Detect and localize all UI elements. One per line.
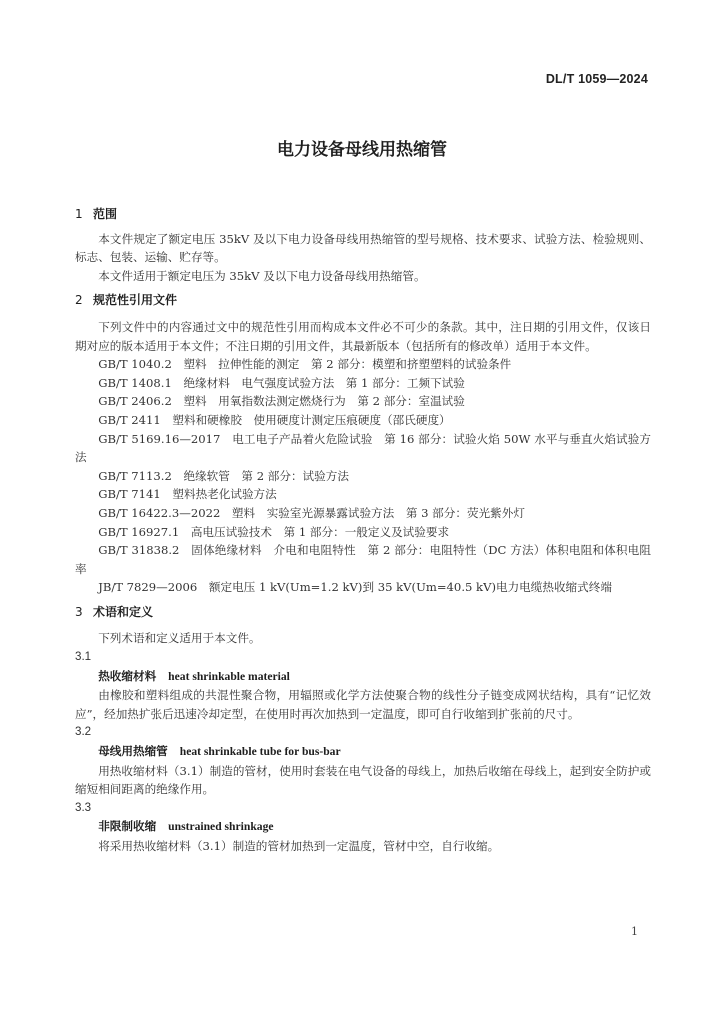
page-number: 1 [631, 925, 638, 938]
reference-item: GB/T 7141 塑料热老化试验方法 [98, 487, 277, 502]
term-heading [75, 742, 651, 762]
section-1-heading [75, 205, 651, 224]
reference-item: GB/T 16422.3—2022 塑料 实验室光源暴露试验方法 第 3 部分：荧光紫外灯 [98, 505, 525, 520]
section-3-title: 术语和定义 [93, 604, 154, 619]
term-definition: 将采用热收缩材料（3.1）制造的管材加热到一定温度，管材中空，自行收缩。 [98, 839, 500, 853]
term-chinese: 热收缩材料 [98, 668, 157, 683]
reference-item: GB/T 7113.2 绝缘软管 第 2 部分：试验方法 [98, 468, 349, 483]
reference-item: GB/T 2406.2 塑料 用氧指数法测定燃烧行为 第 2 部分：室温试验 [98, 394, 465, 409]
section-1-number: 1 [75, 207, 83, 221]
document-title: 电力设备母线用热缩管 [277, 140, 447, 160]
section-1-title: 范围 [93, 207, 118, 221]
term-english: heat shrinkable material [168, 669, 290, 683]
term-chinese: 母线用热缩管 [98, 744, 168, 759]
term-english: heat shrinkable tube for bus-bar [179, 745, 341, 759]
document-body [75, 205, 651, 856]
term-heading [75, 817, 651, 837]
standard-code: DL/T 1059—2024 [545, 72, 648, 86]
reference-item: JB/T 7829—2006 额定电压 1 kV(Um=1.2 kV)到 35 kV(Um=40.5 kV)电力电缆热收缩式终端 [98, 580, 612, 595]
term-definition: 由橡胶和塑料组成的共混性聚合物，用辐照或化学方法使聚合物的线性分子链变成网状结构，具有“记忆效应”，经加热扩张后迅速冷却定型，在使用时再次加热到一定温度，即可自行收缩到扩张前的尺寸。 [75, 688, 651, 721]
reference-item: GB/T 16927.1 高电压试验技术 第 1 部分：一般定义及试验要求 [98, 524, 450, 539]
term-number: 3.1 [75, 650, 92, 664]
section-3-number: 3 [75, 604, 83, 619]
reference-item: GB/T 2411 塑料和硬橡胶 使用硬度计测定压痕硬度（邵氏硬度） [98, 412, 451, 427]
reference-item: GB/T 1408.1 绝缘材料 电气强度试验方法 第 1 部分：工频下试验 [98, 375, 465, 390]
section-2-intro: 下列文件中的内容通过文中的规范性引用而构成本文件必不可少的条款。其中，注日期的引用文件，仅该日期对应的版本适用于本文件；不注日期的引用文件，其最新版本（包括所有的修改单）适用于本文件。 [75, 319, 651, 353]
section-1-paragraph: 本文件规定了额定电压 35kV 及以下电力设备母线用热缩管的型号规格、技术要求、试验方法、检验规则、标志、包装、运输、贮存等。 [75, 231, 651, 265]
term-heading [75, 667, 651, 687]
section-3-intro: 下列术语和定义适用于本文件。 [98, 631, 261, 646]
section-3-heading [75, 603, 651, 622]
term-chinese: 非限制收缩 [98, 819, 157, 834]
reference-item: GB/T 1040.2 塑料 拉伸性能的测定 第 2 部分：模塑和挤塑塑料的试验条件 [98, 357, 512, 372]
section-2-title: 规范性引用文件 [93, 293, 178, 308]
reference-item: GB/T 31838.2 固体绝缘材料 介电和电阻特性 第 2 部分：电阻特性（DC 方法）体积电阻和体积电阻率 [75, 543, 651, 576]
section-2-number: 2 [75, 293, 83, 308]
reference-item: GB/T 5169.16—2017 电工电子产品着火危险试验 第 16 部分：试验火焰 50W 水平与垂直火焰试验方法 [75, 431, 651, 465]
term-definition: 用热收缩材料（3.1）制造的管材，使用时套装在电气设备的母线上，加热后收缩在母线上，起到安全防护或缩短相间距离的绝缘作用。 [75, 763, 651, 797]
section-2-heading [75, 291, 651, 310]
term-number: 3.3 [75, 800, 92, 814]
term-english: unstrained shrinkage [168, 820, 274, 834]
term-number: 3.2 [75, 725, 92, 739]
section-1-paragraph: 本文件适用于额定电压为 35kV 及以下电力设备母线用热缩管。 [98, 268, 426, 283]
